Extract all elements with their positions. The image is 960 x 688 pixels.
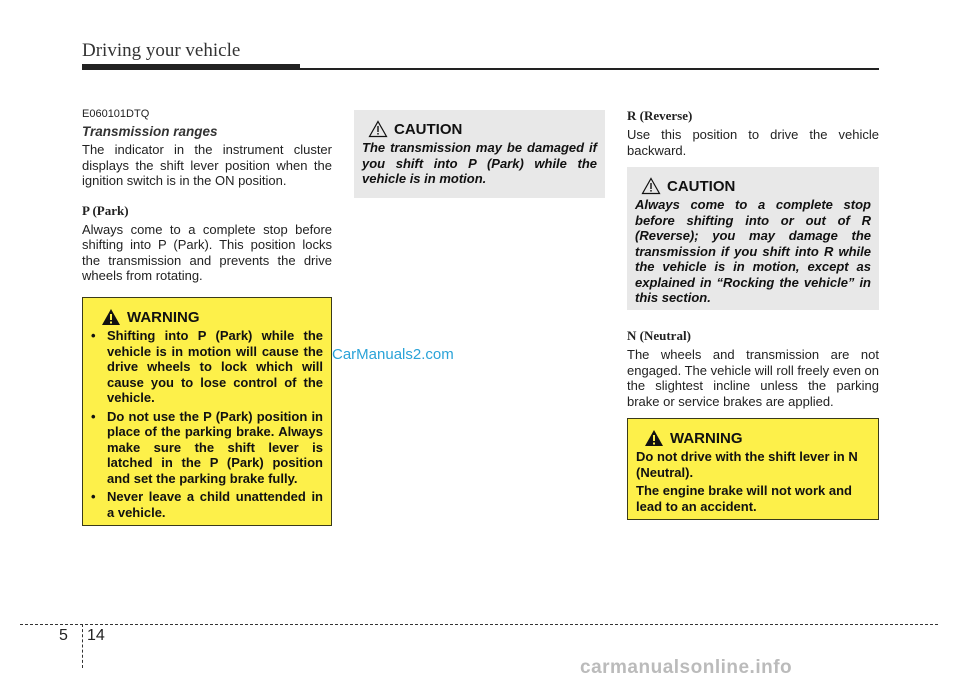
warning-box-park [82,297,332,526]
reverse-paragraph: Use this position to drive the vehicle backward. [627,127,879,158]
warning-title-text: WARNING [127,308,200,326]
caution-title-text: CAUTION [667,177,736,195]
caution-text: Always come to a complete stop before shifting into or out of R (Reverse); you may damage the transmission if you shift into R while the vehicle is in motion, except as explained in “Rocking the vehicle” in this section. [635,197,871,305]
list-item: • Shifting into P (Park) while the vehicle is in motion will cause the drive wheels to lock which will cause you to lose control of the vehicle. [91,328,323,405]
warning-title-text: WARNING [670,429,743,447]
neutral-section [627,328,879,409]
warning-triangle-filled-icon [101,308,121,326]
warning-line: Do not drive with the shift lever in N (Neutral). [636,449,858,480]
caution-title [368,120,597,138]
section-title: Transmission ranges [82,124,218,139]
warning-line: The engine brake will not work and lead to an accident. [636,483,852,514]
warning-triangle-filled-icon [644,429,664,447]
warning-title [101,308,323,326]
neutral-paragraph: The wheels and transmission are not engaged. The vehicle will roll freely even on the slightest incline unless the parking brake or service brakes are applied. [627,347,879,409]
caution-title-text: CAUTION [394,120,463,138]
footer-divider [82,624,83,668]
warning-title [644,429,870,447]
caution-box-park [354,110,605,198]
warning-list [91,328,323,520]
neutral-heading: N (Neutral) [627,328,691,343]
site-footer-text: carmanualsonline.info [580,657,793,678]
reverse-heading: R (Reverse) [627,108,693,123]
footer-rule [20,624,938,625]
page-title: Driving your vehicle [82,40,241,61]
watermark-text: CarManuals2.com [332,346,454,363]
list-item: • Never leave a child unattended in a vehicle. [91,489,323,520]
caution-box-reverse [627,167,879,310]
intro-paragraph: The indicator in the instrument cluster displays the shift lever position when the ignition switch is in the ON position. [82,142,332,188]
column-right [627,108,879,158]
caution-triangle-outline-icon [641,177,661,195]
list-item: • Do not use the P (Park) position in place of the parking brake. Always make sure the shift lever is latched in the P (Park) position and set the parking brake fully. [91,408,323,486]
column-left [82,108,332,284]
caution-text: The transmission may be damaged if you shift into P (Park) while the vehicle is in motion. [362,140,597,186]
park-paragraph: Always come to a complete stop before shifting into P (Park). This position locks the transmission and prevents the drive wheels from rotating. [82,221,332,283]
warning-box-neutral [627,418,879,520]
chapter-number: 5 [59,627,68,644]
section-code: E060101DTQ [82,108,150,120]
caution-triangle-outline-icon [368,120,388,138]
caution-title [641,177,871,195]
park-heading: P (Park) [82,202,129,218]
header-rule [82,68,879,70]
page-number: 14 [87,627,105,644]
